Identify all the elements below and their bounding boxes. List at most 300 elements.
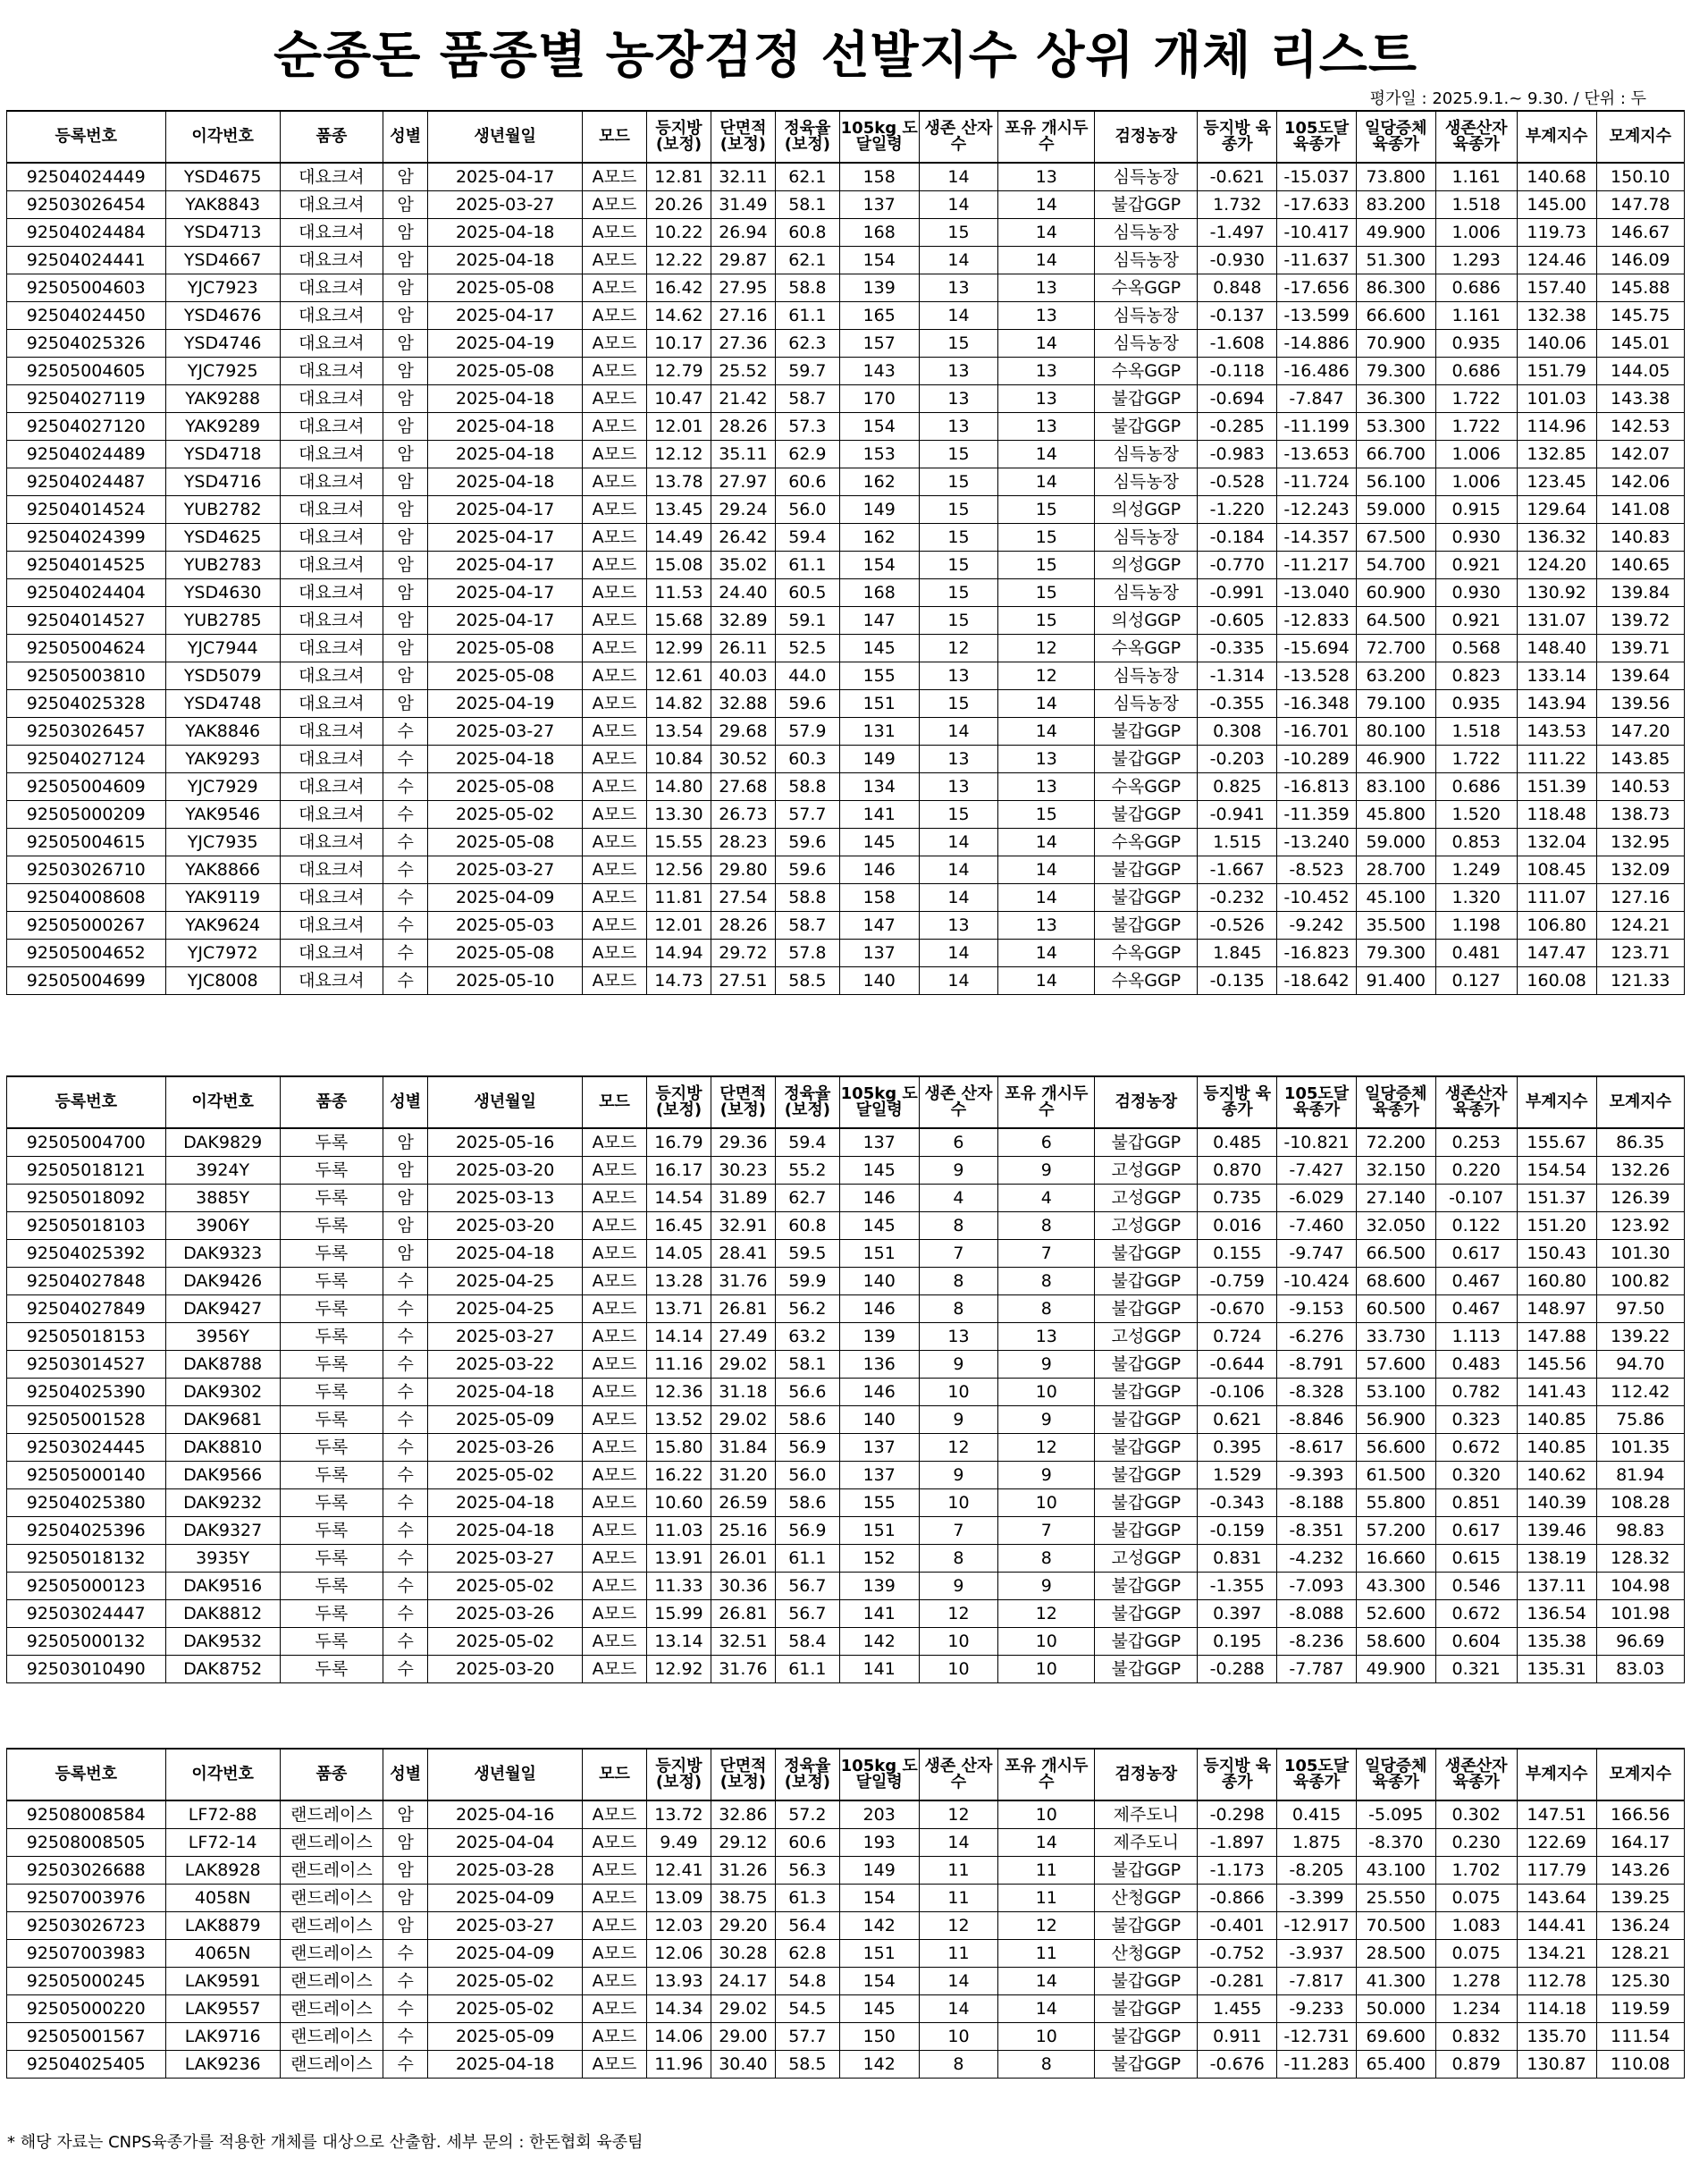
cell-dam-index: 143.26 [1596,1857,1684,1885]
cell-breed: 대요크셔 [280,718,383,746]
cell-backfat-ebv: 0.831 [1198,1545,1277,1573]
cell-nursing-start: 8 [998,1268,1095,1295]
cell-breed: 대요크셔 [280,496,383,524]
cell-days105-ebv: -3.399 [1277,1885,1357,1912]
page-title: 순종돈 품종별 농장검정 선발지수 상위 개체 리스트 [273,27,1418,85]
cell-days-105kg: 151 [839,690,919,718]
cell-days-105kg: 142 [839,2051,919,2079]
cell-nursing-start: 14 [998,1995,1095,2023]
cell-reg-no: 92504027849 [7,1295,166,1323]
cell-ear-tag: LF72-14 [165,1829,280,1857]
cell-reg-no: 92503026688 [7,1857,166,1885]
cell-nursing-start: 13 [998,1323,1095,1351]
cell-birth-date: 2025-03-27 [428,856,583,884]
column-header-born-alive-ebv: 생존산자 육종가 [1435,1749,1517,1800]
cell-nursing-start: 7 [998,1240,1095,1268]
cell-backfat-ebv: 1.515 [1198,829,1277,856]
cell-reg-no: 92505004699 [7,967,166,995]
cell-backfat-ebv: 0.397 [1198,1600,1277,1628]
cell-days105-ebv: -11.724 [1277,468,1357,496]
cell-nursing-start: 13 [998,746,1095,773]
cell-birth-date: 2025-05-02 [428,1995,583,2023]
cell-lean-pct: 57.3 [775,413,839,441]
cell-days-105kg: 155 [839,662,919,690]
column-header-adg-ebv: 일당증체 육종가 [1356,111,1435,163]
cell-born-alive: 11 [919,1857,998,1885]
cell-adg-ebv: 80.100 [1356,718,1435,746]
cell-reg-no: 92503024447 [7,1600,166,1628]
cell-born-alive: 15 [919,468,998,496]
cell-adg-ebv: 63.200 [1356,662,1435,690]
cell-ear-tag: 4065N [165,1940,280,1968]
column-header-birth-date: 생년월일 [428,1076,583,1128]
table-row [7,358,1685,385]
cell-loin-area: 31.20 [711,1462,775,1489]
cell-dam-index: 145.75 [1596,302,1684,330]
cell-farm: 고성GGP [1095,1185,1198,1212]
table-row [7,579,1685,607]
cell-reg-no: 92504008608 [7,884,166,912]
cell-days105-ebv: -16.348 [1277,690,1357,718]
table-row [7,690,1685,718]
cell-reg-no: 92505004700 [7,1128,166,1157]
cell-backfat: 13.91 [646,1545,711,1573]
column-header-breed: 품종 [280,111,383,163]
cell-loin-area: 32.88 [711,690,775,718]
cell-days-105kg: 149 [839,1857,919,1885]
cell-sire-index: 132.04 [1517,829,1596,856]
cell-nursing-start: 14 [998,690,1095,718]
table-row [7,468,1685,496]
cell-breed: 두록 [280,1128,383,1157]
cell-breed: 두록 [280,1600,383,1628]
cell-nursing-start: 15 [998,496,1095,524]
cell-ear-tag: YJC7944 [165,635,280,662]
cell-lean-pct: 61.1 [775,552,839,579]
cell-nursing-start: 14 [998,718,1095,746]
cell-ear-tag: LF72-88 [165,1800,280,1829]
cell-days105-ebv: -9.747 [1277,1240,1357,1268]
cell-days-105kg: 131 [839,718,919,746]
cell-sire-index: 154.54 [1517,1157,1596,1185]
table-row [7,1295,1685,1323]
cell-born-alive: 10 [919,1489,998,1517]
column-header-lean-pct: 정육율 (보정) [775,1749,839,1800]
cell-backfat: 10.60 [646,1489,711,1517]
cell-lean-pct: 59.4 [775,524,839,552]
column-header-farm: 검정농장 [1095,1749,1198,1800]
table-row [7,247,1685,274]
cell-reg-no: 92505004603 [7,274,166,302]
cell-dam-index: 164.17 [1596,1829,1684,1857]
cell-dam-index: 75.86 [1596,1406,1684,1434]
cell-birth-date: 2025-03-26 [428,1600,583,1628]
cell-nursing-start: 14 [998,1829,1095,1857]
cell-ear-tag: LAK8928 [165,1857,280,1885]
cell-reg-no: 92504024404 [7,579,166,607]
cell-farm: 고성GGP [1095,1323,1198,1351]
cell-dam-index: 139.72 [1596,607,1684,635]
cell-loin-area: 29.36 [711,1128,775,1157]
cell-mode: A모드 [583,1323,647,1351]
cell-breed: 두록 [280,1489,383,1517]
cell-days105-ebv: -13.040 [1277,579,1357,607]
cell-born-alive-ebv: 1.518 [1435,718,1517,746]
cell-nursing-start: 14 [998,829,1095,856]
cell-mode: A모드 [583,385,647,413]
cell-lean-pct: 56.9 [775,1517,839,1545]
cell-dam-index: 145.01 [1596,330,1684,358]
cell-sex: 암 [383,441,427,468]
cell-sex: 암 [383,635,427,662]
cell-loin-area: 21.42 [711,385,775,413]
cell-breed: 대요크셔 [280,579,383,607]
cell-mode: A모드 [583,330,647,358]
cell-farm: 불갑GGP [1095,1406,1198,1434]
table-row [7,1857,1685,1885]
cell-farm: 심득농장 [1095,690,1198,718]
cell-reg-no: 92505004652 [7,940,166,967]
cell-born-alive: 12 [919,1434,998,1462]
cell-breed: 두록 [280,1323,383,1351]
cell-dam-index: 139.25 [1596,1885,1684,1912]
cell-backfat-ebv: -0.343 [1198,1489,1277,1517]
cell-birth-date: 2025-04-09 [428,1885,583,1912]
table-row [7,1128,1685,1157]
cell-backfat: 14.80 [646,773,711,801]
cell-ear-tag: DAK9829 [165,1128,280,1157]
cell-born-alive: 14 [919,247,998,274]
cell-born-alive-ebv: 1.083 [1435,1912,1517,1940]
cell-farm: 심득농장 [1095,247,1198,274]
cell-backfat: 13.28 [646,1268,711,1295]
cell-sex: 암 [383,1128,427,1157]
column-header-nursing-start: 포유 개시두수 [998,111,1095,163]
cell-birth-date: 2025-04-17 [428,552,583,579]
cell-ear-tag: LAK9236 [165,2051,280,2079]
cell-born-alive-ebv: 0.220 [1435,1157,1517,1185]
cell-loin-area: 40.03 [711,662,775,690]
cell-reg-no: 92505018153 [7,1323,166,1351]
cell-born-alive-ebv: 1.006 [1435,468,1517,496]
table-row [7,330,1685,358]
cell-birth-date: 2025-05-02 [428,1968,583,1995]
column-header-sex: 성별 [383,1076,427,1128]
cell-born-alive: 14 [919,829,998,856]
cell-born-alive-ebv: 1.518 [1435,191,1517,219]
cell-dam-index: 142.07 [1596,441,1684,468]
cell-breed: 대요크셔 [280,163,383,191]
cell-days-105kg: 158 [839,163,919,191]
cell-born-alive: 9 [919,1351,998,1379]
cell-backfat: 11.96 [646,2051,711,2079]
cell-days105-ebv: -13.653 [1277,441,1357,468]
cell-backfat-ebv: 1.845 [1198,940,1277,967]
cell-loin-area: 25.16 [711,1517,775,1545]
cell-sex: 수 [383,1462,427,1489]
cell-days105-ebv: -10.417 [1277,219,1357,247]
table-row [7,1268,1685,1295]
cell-reg-no: 92505000132 [7,1628,166,1656]
cell-dam-index: 111.54 [1596,2023,1684,2051]
cell-birth-date: 2025-04-18 [428,746,583,773]
cell-sire-index: 130.92 [1517,579,1596,607]
cell-sex: 수 [383,1268,427,1295]
cell-sire-index: 114.96 [1517,413,1596,441]
cell-sire-index: 139.46 [1517,1517,1596,1545]
cell-backfat: 12.41 [646,1857,711,1885]
cell-backfat: 14.05 [646,1240,711,1268]
cell-sex: 암 [383,690,427,718]
cell-loin-area: 31.49 [711,191,775,219]
cell-dam-index: 94.70 [1596,1351,1684,1379]
cell-farm: 심득농장 [1095,302,1198,330]
cell-farm: 불갑GGP [1095,1462,1198,1489]
cell-lean-pct: 59.6 [775,829,839,856]
cell-farm: 수옥GGP [1095,829,1198,856]
cell-farm: 심득농장 [1095,330,1198,358]
cell-mode: A모드 [583,191,647,219]
cell-ear-tag: YSD4746 [165,330,280,358]
cell-born-alive-ebv: 0.921 [1435,552,1517,579]
cell-backfat: 13.78 [646,468,711,496]
cell-loin-area: 27.36 [711,330,775,358]
cell-backfat-ebv: -0.621 [1198,163,1277,191]
cell-sex: 수 [383,718,427,746]
cell-farm: 불갑GGP [1095,884,1198,912]
cell-loin-area: 26.01 [711,1545,775,1573]
cell-sex: 암 [383,662,427,690]
column-header-days105-ebv: 105도달 육종가 [1277,1076,1357,1128]
cell-sire-index: 136.54 [1517,1600,1596,1628]
cell-dam-index: 142.53 [1596,413,1684,441]
cell-loin-area: 30.52 [711,746,775,773]
cell-sex: 암 [383,468,427,496]
cell-born-alive: 9 [919,1157,998,1185]
cell-nursing-start: 14 [998,219,1095,247]
cell-backfat: 13.72 [646,1800,711,1829]
cell-sire-index: 155.67 [1517,1128,1596,1157]
cell-farm: 불갑GGP [1095,1295,1198,1323]
cell-days105-ebv: -16.813 [1277,773,1357,801]
cell-sire-index: 135.31 [1517,1656,1596,1683]
cell-born-alive: 9 [919,1406,998,1434]
cell-nursing-start: 11 [998,1885,1095,1912]
cell-adg-ebv: 73.800 [1356,163,1435,191]
cell-farm: 불갑GGP [1095,1379,1198,1406]
cell-birth-date: 2025-05-09 [428,1406,583,1434]
cell-sire-index: 133.14 [1517,662,1596,690]
cell-born-alive: 15 [919,330,998,358]
cell-nursing-start: 9 [998,1351,1095,1379]
cell-days105-ebv: -12.243 [1277,496,1357,524]
cell-born-alive-ebv: 0.546 [1435,1573,1517,1600]
cell-mode: A모드 [583,163,647,191]
cell-born-alive-ebv: 0.915 [1435,496,1517,524]
cell-reg-no: 92504025405 [7,2051,166,2079]
cell-breed: 랜드레이스 [280,2023,383,2051]
cell-days-105kg: 141 [839,801,919,829]
cell-backfat: 11.03 [646,1517,711,1545]
cell-sire-index: 132.85 [1517,441,1596,468]
cell-reg-no: 92504024399 [7,524,166,552]
cell-lean-pct: 60.3 [775,746,839,773]
cell-adg-ebv: 67.500 [1356,524,1435,552]
cell-backfat-ebv: -0.930 [1198,247,1277,274]
cell-adg-ebv: 60.900 [1356,579,1435,607]
cell-days105-ebv: -8.205 [1277,1857,1357,1885]
cell-mode: A모드 [583,1857,647,1885]
cell-days105-ebv: -7.787 [1277,1656,1357,1683]
cell-farm: 심득농장 [1095,441,1198,468]
cell-days105-ebv: -10.821 [1277,1128,1357,1157]
cell-reg-no: 92504027848 [7,1268,166,1295]
cell-days-105kg: 137 [839,940,919,967]
cell-dam-index: 139.64 [1596,662,1684,690]
cell-sire-index: 147.47 [1517,940,1596,967]
column-header-breed: 품종 [280,1749,383,1800]
table-row [7,912,1685,940]
cell-born-alive-ebv: 0.467 [1435,1295,1517,1323]
cell-nursing-start: 14 [998,1968,1095,1995]
cell-backfat: 13.54 [646,718,711,746]
cell-adg-ebv: 52.600 [1356,1600,1435,1628]
cell-days-105kg: 153 [839,441,919,468]
column-header-reg-no: 등록번호 [7,111,166,163]
cell-reg-no: 92505018103 [7,1212,166,1240]
cell-backfat-ebv: -0.670 [1198,1295,1277,1323]
cell-reg-no: 92503026457 [7,718,166,746]
cell-sire-index: 124.46 [1517,247,1596,274]
cell-days-105kg: 146 [839,856,919,884]
cell-lean-pct: 58.7 [775,912,839,940]
cell-mode: A모드 [583,1295,647,1323]
cell-breed: 랜드레이스 [280,1829,383,1857]
cell-days-105kg: 155 [839,1489,919,1517]
cell-backfat-ebv: 0.621 [1198,1406,1277,1434]
table-row [7,302,1685,330]
cell-loin-area: 30.28 [711,1940,775,1968]
cell-born-alive-ebv: 0.483 [1435,1351,1517,1379]
cell-farm: 고성GGP [1095,1157,1198,1185]
cell-born-alive-ebv: 0.935 [1435,690,1517,718]
cell-farm: 불갑GGP [1095,801,1198,829]
cell-nursing-start: 10 [998,1656,1095,1683]
cell-days105-ebv: -8.351 [1277,1517,1357,1545]
cell-backfat: 10.47 [646,385,711,413]
cell-born-alive-ebv: 1.278 [1435,1968,1517,1995]
cell-birth-date: 2025-04-17 [428,496,583,524]
cell-backfat-ebv: 0.870 [1198,1157,1277,1185]
cell-farm: 수옥GGP [1095,274,1198,302]
cell-sex: 암 [383,1800,427,1829]
table-row [7,1462,1685,1489]
cell-backfat-ebv: -0.752 [1198,1940,1277,1968]
cell-birth-date: 2025-05-02 [428,1462,583,1489]
cell-mode: A모드 [583,829,647,856]
cell-born-alive-ebv: 1.161 [1435,302,1517,330]
cell-ear-tag: YAK8846 [165,718,280,746]
cell-days-105kg: 149 [839,746,919,773]
cell-birth-date: 2025-05-02 [428,1573,583,1600]
cell-farm: 수옥GGP [1095,358,1198,385]
cell-born-alive-ebv: 0.615 [1435,1545,1517,1573]
cell-sex: 암 [383,1829,427,1857]
cell-backfat-ebv: -0.232 [1198,884,1277,912]
cell-sire-index: 137.11 [1517,1573,1596,1600]
cell-born-alive-ebv: -0.107 [1435,1185,1517,1212]
cell-lean-pct: 54.5 [775,1995,839,2023]
cell-days105-ebv: -8.617 [1277,1434,1357,1462]
cell-sire-index: 138.19 [1517,1545,1596,1573]
column-header-days105-ebv: 105도달 육종가 [1277,111,1357,163]
cell-reg-no: 92503010490 [7,1656,166,1683]
cell-birth-date: 2025-03-27 [428,1323,583,1351]
cell-backfat-ebv: -0.983 [1198,441,1277,468]
table-row [7,1185,1685,1212]
cell-backfat: 10.22 [646,219,711,247]
cell-sire-index: 143.94 [1517,690,1596,718]
cell-lean-pct: 58.4 [775,1628,839,1656]
cell-loin-area: 31.84 [711,1434,775,1462]
cell-ear-tag: YAK8866 [165,856,280,884]
cell-ear-tag: YUB2783 [165,552,280,579]
cell-reg-no: 92508008505 [7,1829,166,1857]
cell-days105-ebv: -10.452 [1277,884,1357,912]
cell-backfat-ebv: -0.106 [1198,1379,1277,1406]
table-row [7,718,1685,746]
cell-born-alive-ebv: 0.686 [1435,274,1517,302]
column-header-loin-area: 단면적 (보정) [711,1076,775,1128]
cell-sire-index: 151.20 [1517,1212,1596,1240]
column-header-backfat: 등지방 (보정) [646,111,711,163]
cell-backfat: 12.81 [646,163,711,191]
cell-days105-ebv: -9.153 [1277,1295,1357,1323]
cell-born-alive-ebv: 0.782 [1435,1379,1517,1406]
cell-mode: A모드 [583,773,647,801]
cell-farm: 불갑GGP [1095,191,1198,219]
cell-ear-tag: YSD4675 [165,163,280,191]
cell-born-alive: 13 [919,662,998,690]
table-row [7,1829,1685,1857]
cell-sire-index: 134.21 [1517,1940,1596,1968]
cell-breed: 대요크셔 [280,746,383,773]
cell-sex: 암 [383,274,427,302]
column-header-breed: 품종 [280,1076,383,1128]
cell-breed: 두록 [280,1157,383,1185]
cell-days-105kg: 139 [839,274,919,302]
cell-reg-no: 92503026723 [7,1912,166,1940]
cell-born-alive-ebv: 0.127 [1435,967,1517,995]
cell-ear-tag: 3924Y [165,1157,280,1185]
cell-born-alive: 14 [919,940,998,967]
cell-days105-ebv: -16.701 [1277,718,1357,746]
column-header-sire-index: 부계지수 [1517,1749,1596,1800]
column-header-backfat-ebv: 등지방 육종가 [1198,111,1277,163]
cell-days-105kg: 154 [839,413,919,441]
cell-backfat: 12.36 [646,1379,711,1406]
column-header-reg-no: 등록번호 [7,1749,166,1800]
duroc-table [6,1075,1685,1683]
cell-days105-ebv: -9.393 [1277,1462,1357,1489]
cell-breed: 대요크셔 [280,635,383,662]
cell-lean-pct: 60.5 [775,579,839,607]
column-header-loin-area: 단면적 (보정) [711,111,775,163]
column-header-dam-index: 모계지수 [1596,1749,1684,1800]
cell-backfat-ebv: -0.605 [1198,607,1277,635]
cell-days105-ebv: -8.236 [1277,1628,1357,1656]
cell-days105-ebv: 1.875 [1277,1829,1357,1857]
